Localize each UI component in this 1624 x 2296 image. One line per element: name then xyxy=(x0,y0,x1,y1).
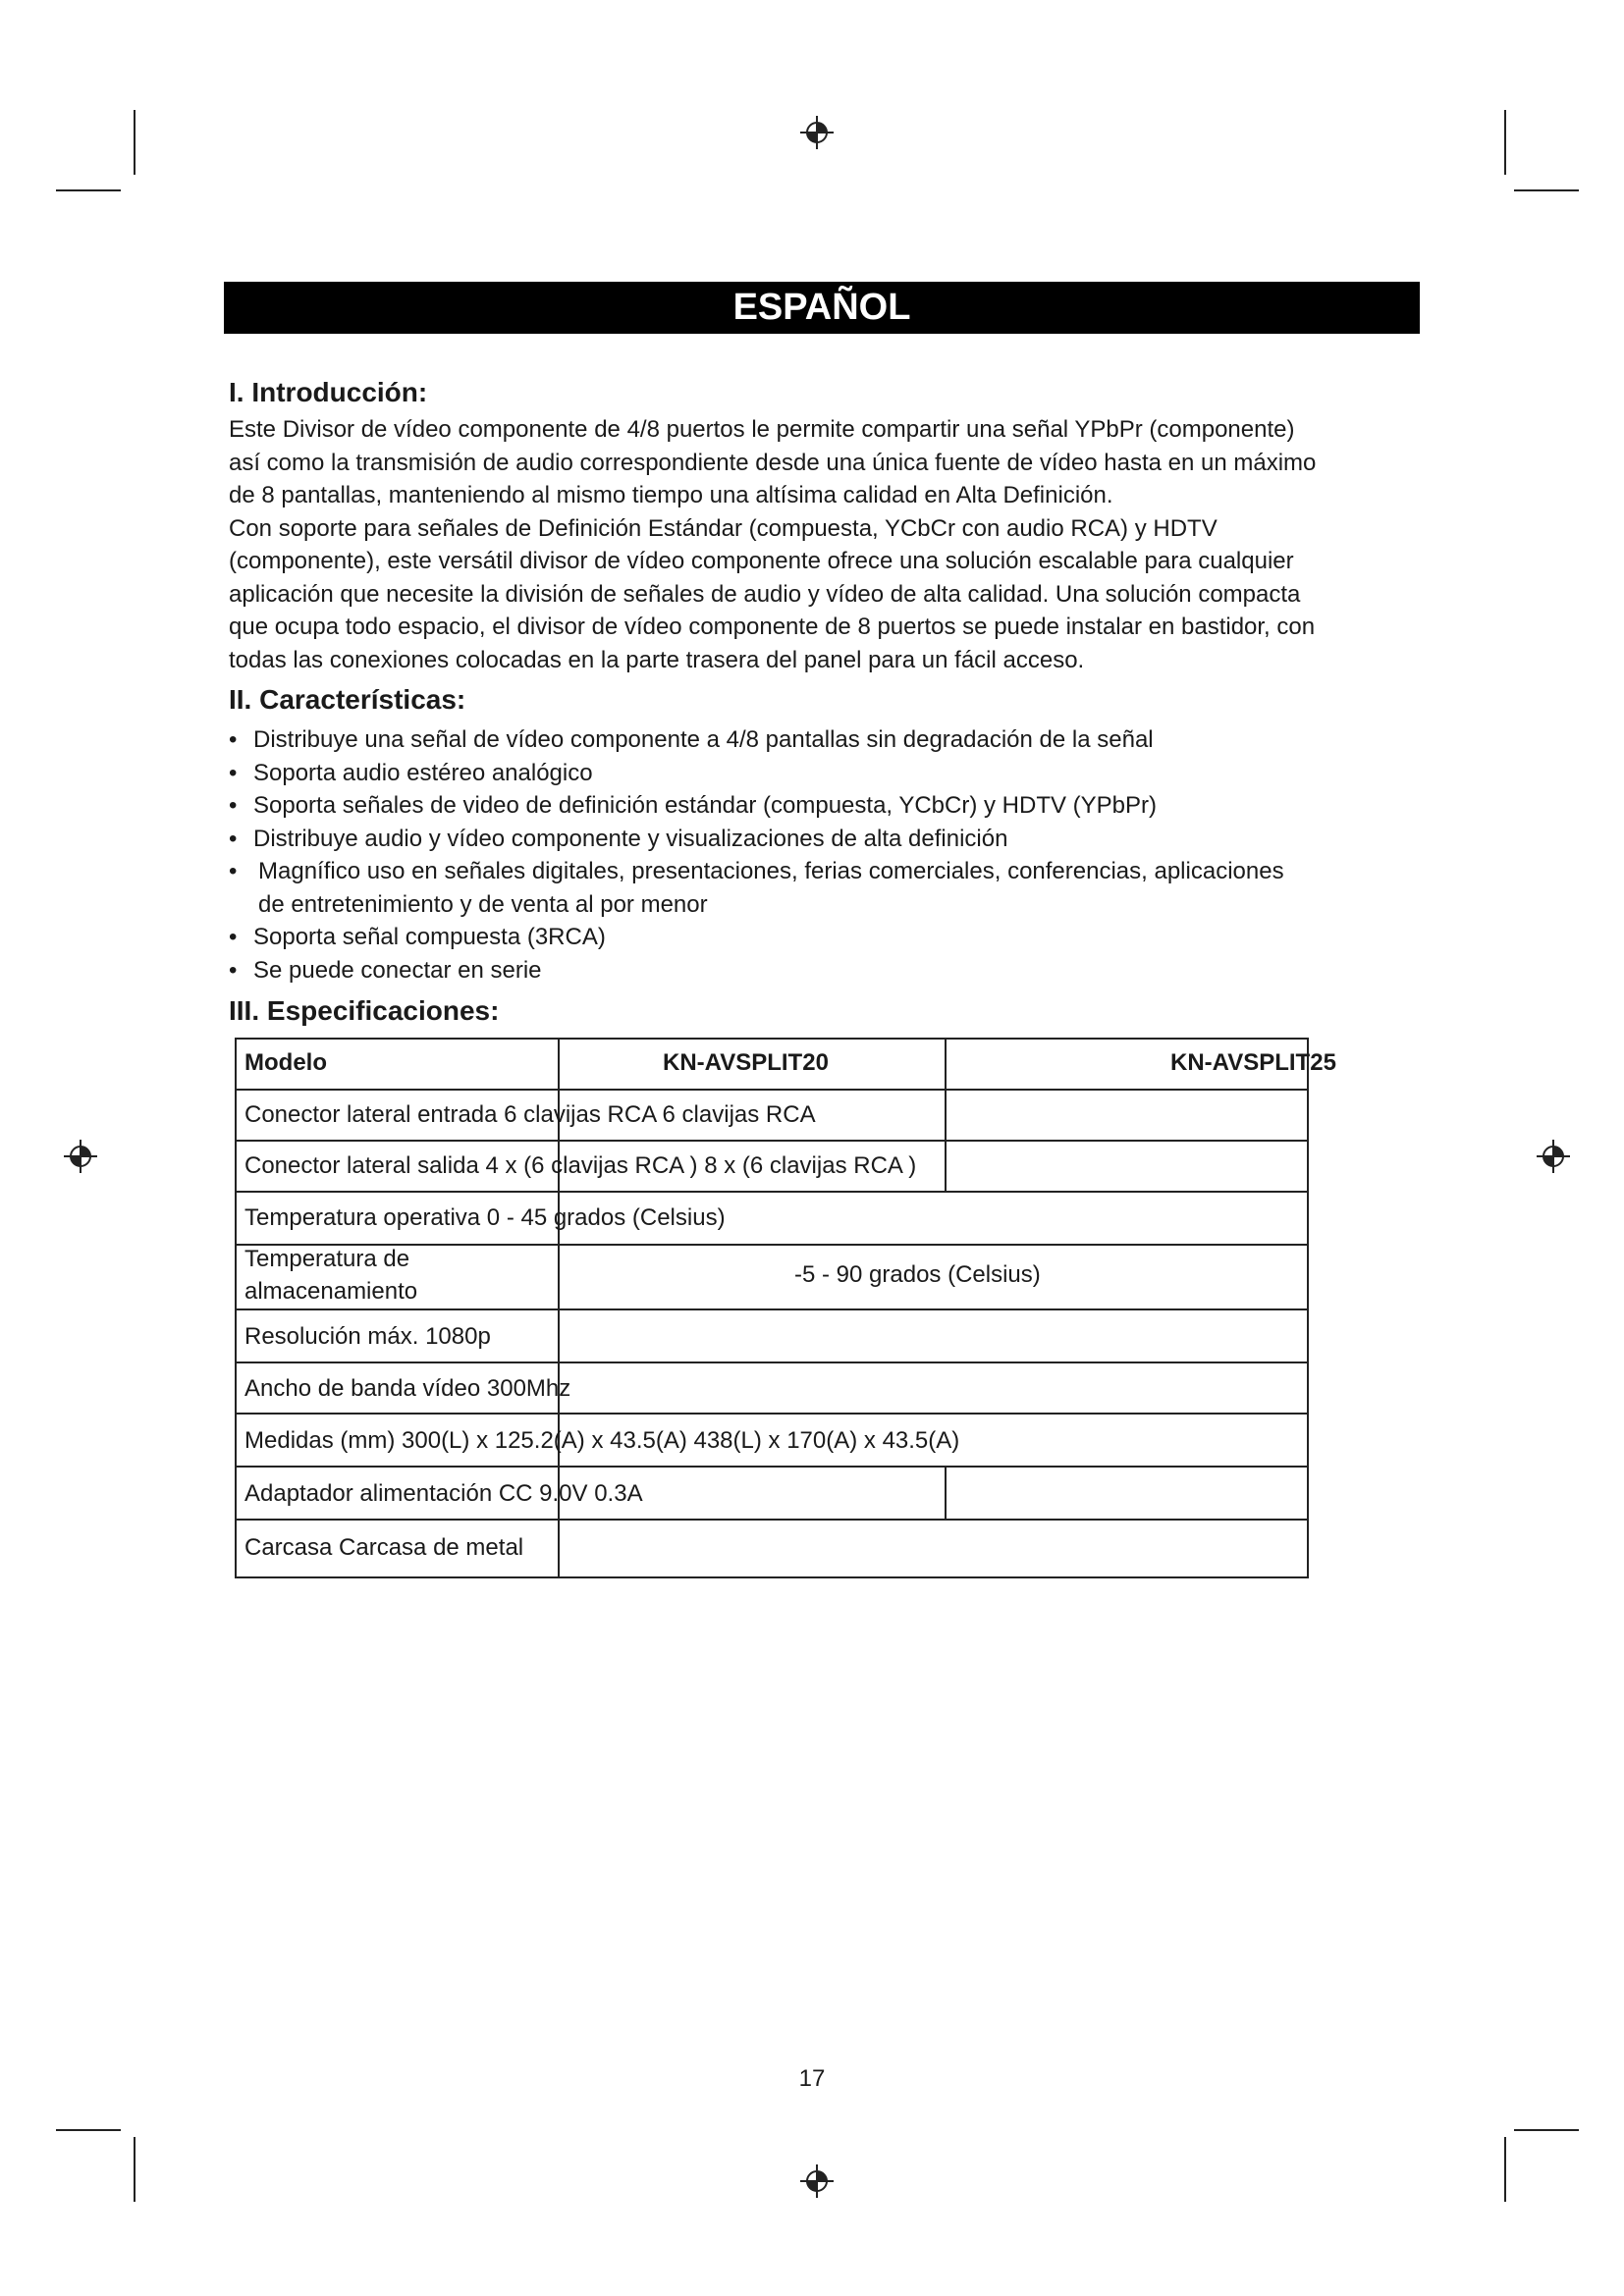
registration-mark-right-icon xyxy=(1537,1140,1570,1173)
storage-temp-value: -5 - 90 grados (Celsius) xyxy=(794,1261,1041,1288)
intro-line: así como la transmisión de audio correspondiente desde una única fuente de vídeo hasta en un máximo xyxy=(229,449,1317,476)
intro-line: aplicación que necesite la división de señales de audio y vídeo de alta calidad. Una solución compacta xyxy=(229,580,1301,608)
bullet-icon: • xyxy=(229,759,238,786)
page-number: 17 xyxy=(798,2065,826,2092)
table-rule xyxy=(235,1413,1309,1415)
table-header-model-a: KN-AVSPLIT20 xyxy=(663,1049,829,1076)
intro-paragraph xyxy=(229,413,1427,676)
bullet-icon: • xyxy=(229,858,238,884)
feature-item: • Soporta señales de video de definición estándar (compuesta, YCbCr) y HDTV (YPbPr) xyxy=(229,789,1284,823)
table-row: Conector lateral entrada 6 clavijas RCA 6 clavijas RCA xyxy=(244,1101,816,1128)
intro-line: de 8 pantallas, manteniendo al mismo tiempo una altísima calidad en Alta Definición. xyxy=(229,482,1113,508)
crop-mark-tr-h xyxy=(1514,189,1579,191)
table-rule xyxy=(235,1519,1309,1521)
table-row: Resolución máx. 1080p xyxy=(244,1323,491,1350)
table-rule xyxy=(235,1308,1309,1310)
bullet-icon: • xyxy=(229,924,238,950)
feature-item: • Soporta audio estéreo analógico xyxy=(229,757,1284,790)
storage-temp-label-2: almacenamiento xyxy=(244,1278,418,1305)
intro-line: Con soporte para señales de Definición Estándar (compuesta, YCbCr con audio RCA) y HDTV xyxy=(229,514,1218,542)
feature-item: • Soporta señal compuesta (3RCA) xyxy=(229,921,1284,954)
table-row: Ancho de banda vídeo 300Mhz xyxy=(244,1375,571,1402)
table-border-left xyxy=(235,1038,237,1578)
intro-heading: I. Introducción: xyxy=(229,377,428,407)
bullet-icon: • xyxy=(229,726,238,753)
table-divider-2 xyxy=(945,1466,947,1521)
feature-item: • Se puede conectar en serie xyxy=(229,954,1284,988)
specs-heading: III. Especificaciones: xyxy=(229,995,500,1026)
crop-mark-bl-h xyxy=(56,2129,121,2131)
crop-mark-br-v xyxy=(1504,2137,1506,2202)
crop-mark-tl-h xyxy=(56,189,121,191)
table-rule xyxy=(235,1191,1309,1193)
feature-continuation: de entretenimiento y de venta al por menor xyxy=(258,890,708,918)
intro-line: Este Divisor de vídeo componente de 4/8 puertos le permite compartir una señal YPbPr (componente) xyxy=(229,416,1295,443)
crop-mark-br-h xyxy=(1514,2129,1579,2131)
intro-line: que ocupa todo espacio, el divisor de vídeo componente de 8 puertos se puede instalar en bastidor, con xyxy=(229,614,1316,640)
bullet-icon: • xyxy=(229,825,238,852)
registration-mark-left-icon xyxy=(64,1140,97,1173)
table-rule xyxy=(235,1140,1309,1142)
registration-mark-bottom-icon xyxy=(800,2164,834,2198)
features-heading: II. Características: xyxy=(229,684,466,715)
feature-item: • Distribuye una señal de vídeo componente a 4/8 pantallas sin degradación de la señal xyxy=(229,723,1284,757)
table-header-modelo: Modelo xyxy=(244,1049,327,1076)
table-rule xyxy=(235,1038,1309,1040)
table-rule xyxy=(235,1576,1309,1578)
feature-item: • Magnífico uso en señales digitales, presentaciones, ferias comerciales, conferencias, aplicaciones de entretenimiento y de venta al por menor xyxy=(229,855,1284,921)
specs-table xyxy=(235,1038,1336,1578)
feature-item: • Distribuye audio y vídeo componente y visualizaciones de alta definición xyxy=(229,823,1284,856)
storage-temp-label-1: Temperatura de xyxy=(244,1246,410,1272)
language-banner: ESPAÑOL xyxy=(224,282,1420,334)
intro-line: todas las conexiones colocadas en la parte trasera del panel para un fácil acceso. xyxy=(229,646,1085,673)
crop-mark-bl-v xyxy=(134,2137,135,2202)
table-rule xyxy=(235,1089,1309,1091)
table-row: Conector lateral salida 4 x (6 clavijas RCA ) 8 x (6 clavijas RCA ) xyxy=(244,1152,917,1179)
table-rule xyxy=(235,1466,1309,1468)
table-divider-2 xyxy=(945,1038,947,1193)
table-header-model-b: KN-AVSPLIT25 xyxy=(1170,1049,1336,1076)
features-list xyxy=(229,723,1284,987)
table-row: Adaptador alimentación CC 9.0V 0.3A xyxy=(244,1480,643,1507)
registration-mark-top-icon xyxy=(800,116,834,149)
bullet-icon: • xyxy=(229,956,238,984)
table-row: Carcasa Carcasa de metal xyxy=(244,1534,524,1561)
table-rule xyxy=(235,1362,1309,1363)
table-border-right xyxy=(1307,1038,1309,1578)
bullet-icon: • xyxy=(229,792,238,819)
crop-mark-tr-v xyxy=(1504,110,1506,175)
crop-mark-tl-v xyxy=(134,110,135,175)
table-row: Medidas (mm) 300(L) x 125.2(A) x 43.5(A) 438(L) x 170(A) x 43.5(A) xyxy=(244,1427,960,1454)
table-row: Temperatura operativa 0 - 45 grados (Celsius) xyxy=(244,1204,726,1231)
intro-line: (componente), este versátil divisor de vídeo componente ofrece una solución escalable para cualquier xyxy=(229,548,1294,574)
